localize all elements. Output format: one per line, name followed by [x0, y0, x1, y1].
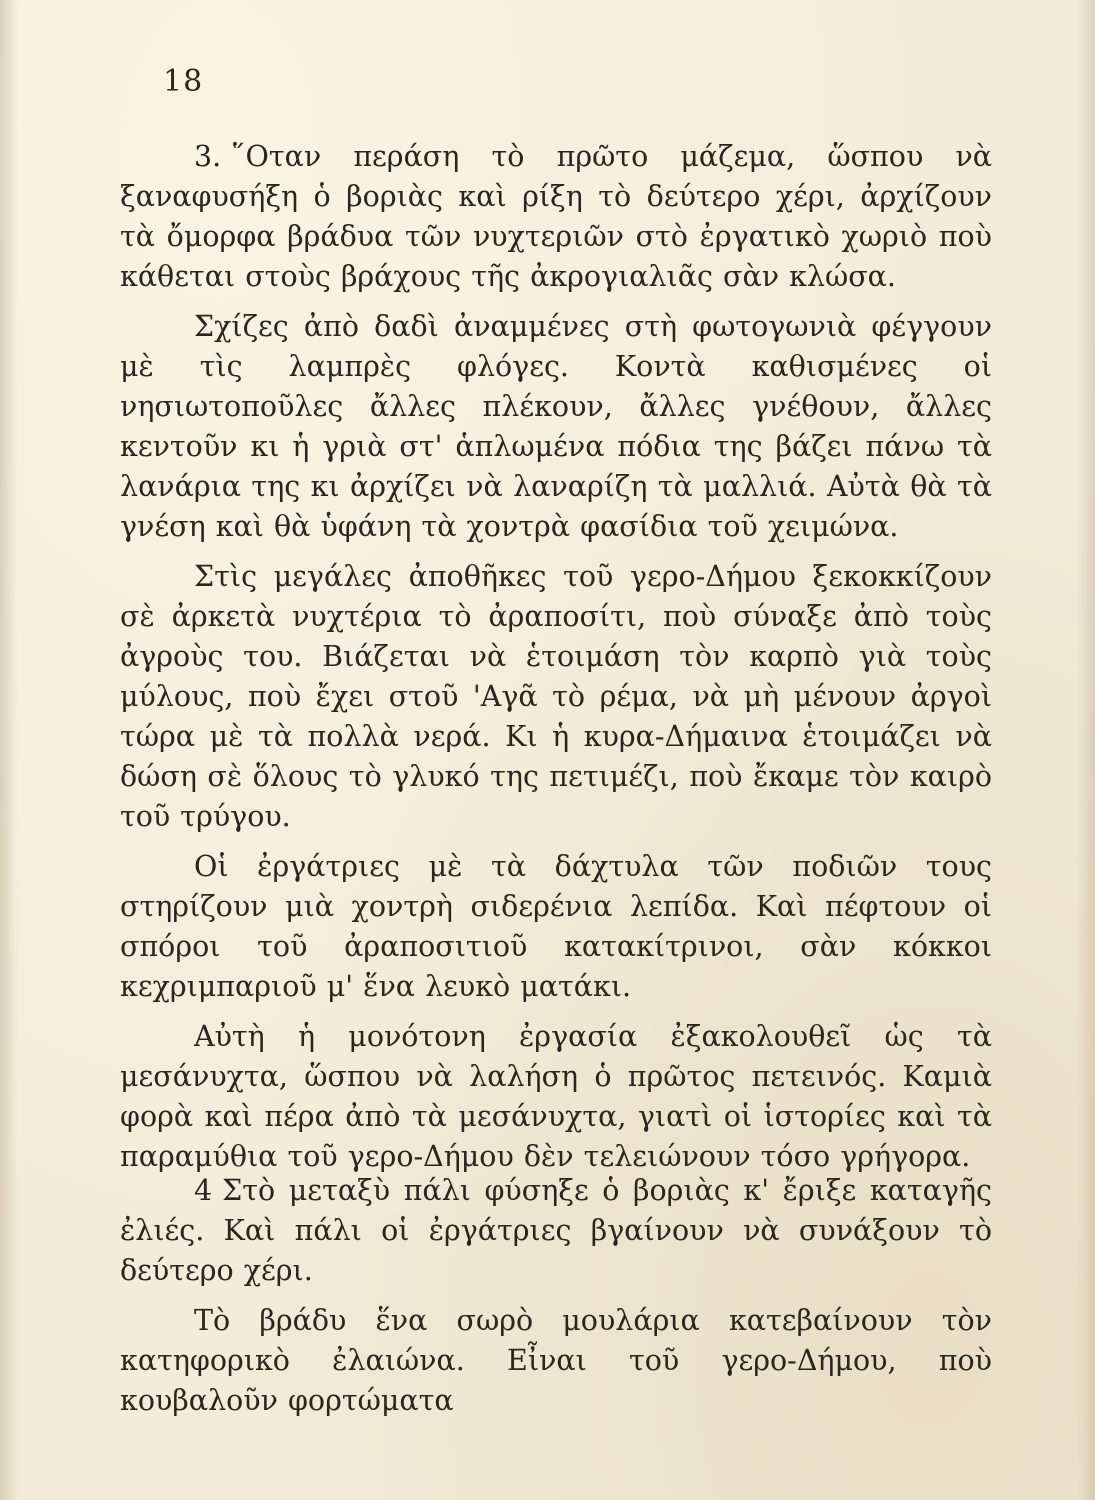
paragraph: Οἱ ἐργάτριες μὲ τὰ δάχτυλα τῶν ποδιῶν τους στηρίζουν μιὰ χοντρὴ σιδερένια λεπίδα. Καὶ πέφτουν οἱ σπόροι τοῦ ἀραποσιτιοῦ κατακίτρινοι, σὰν κόκκοι κεχριμπαριοῦ μ' ἕνα λευκὸ ματάκι.: [120, 850, 992, 1003]
paragraph-text: Στὸ μεταξὺ πάλι φύσηξε ὁ βοριὰς κ' ἔριξε καταγῆς ἐλιές. Καὶ πάλι οἱ ἐργάτριες βγαίνουν νὰ συνάξουν τὸ δεύτερο χέρι.: [120, 1174, 992, 1287]
page-number: 18: [163, 64, 204, 99]
section-number: 3.: [194, 140, 222, 173]
section-4: [120, 1171, 992, 1421]
section-3: [120, 137, 992, 1177]
paragraph: Σχίζες ἀπὸ δαδὶ ἀναμμένες στὴ φωτογωνιὰ φέγγουν μὲ τὶς λαμπρὲς φλόγες. Κοντὰ καθισμένες οἱ νησιωτοποῦλες ἄλλες πλέκουν, ἄλλες γνέθουν, ἄλλες κεντοῦν κι ἡ γριὰ στ' ἁπλωμένα πόδια της βάζει πάνω τὰ λανάρια της κι ἀρχίζει νὰ λαναρίζη τὰ μαλλιά. Αὐτὰ θὰ τὰ γνέση καὶ θὰ ὑφάνη τὰ χοντρὰ φασίδια τοῦ χειμώνα.: [120, 310, 992, 543]
page-edge-shadow-left: [0, 0, 18, 1500]
page-edge-shadow-right: [1077, 0, 1095, 1500]
paragraph: [120, 1171, 992, 1291]
paragraph-text: ῞Οταν περάση τὸ πρῶτο μάζεμα, ὥσπου νὰ ξαναφυσήξη ὁ βοριὰς καὶ ρίξη τὸ δεύτερο χέρι, ἀρχίζουν τὰ ὄμορφα βράδυα τῶν νυχτεριῶν στὸ ἐργατικὸ χωριὸ ποὺ κάθεται στοὺς βράχους τῆς ἀκρογιαλιᾶς σὰν κλώσα.: [120, 140, 992, 293]
paragraph: Τὸ βράδυ ἕνα σωρὸ μουλάρια κατεβαίνουν τὸν κατηφορικὸ ἐλαιώνα. Εἶναι τοῦ γερο-Δήμου, ποὺ κουβαλοῦν φορτώματα: [120, 1304, 992, 1417]
paragraph: Στὶς μεγάλες ἀποθῆκες τοῦ γερο-Δήμου ξεκοκκίζουν σὲ ἀρκετὰ νυχτέρια τὸ ἀραποσίτι, ποὺ σύναξε ἀπὸ τοὺς ἀγροὺς του. Βιάζεται νὰ ἑτοιμάση τὸν καρπὸ γιὰ τοὺς μύλους, ποὺ ἔχει στοῦ 'Αγᾶ τὸ ρέμα, νὰ μὴ μένουν ἀργοὶ τώρα μὲ τὰ πολλὰ νερά. Κι ἡ κυρα-Δήμαινα ἑτοιμάζει νὰ δώση σὲ ὅλους τὸ γλυκό της πετιμέζι, ποὺ ἔκαμε τὸν καιρὸ τοῦ τρύγου.: [120, 560, 992, 833]
section-number: 4: [194, 1174, 213, 1207]
paragraph: Αὐτὴ ἡ μονότονη ἐργασία ἐξακολουθεῖ ὡς τὰ μεσάνυχτα, ὥσπου νὰ λαλήση ὁ πρῶτος πετεινός. Καμιὰ φορὰ καὶ πέρα ἀπὸ τὰ μεσάνυχτα, γιατὶ οἱ ἱστορίες καὶ τὰ παραμύθια τοῦ γερο-Δήμου δὲν τελειώνουν τόσο γρήγορα.: [120, 1020, 992, 1173]
paragraph: [120, 137, 992, 297]
